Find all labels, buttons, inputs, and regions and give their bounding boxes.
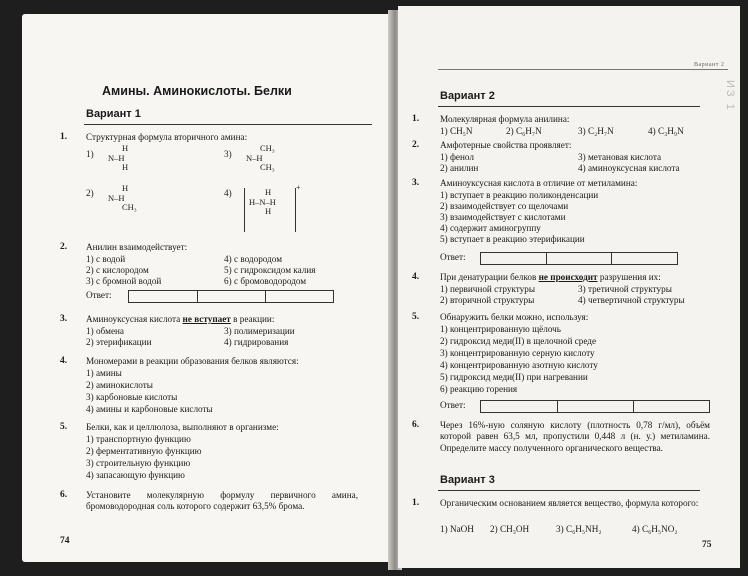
answer-cell-divider — [557, 401, 558, 412]
option: 5) гидроксид меди(II) при нагревании — [440, 372, 588, 382]
struct-line: CH₃ — [260, 162, 275, 172]
option: 1) с водой — [86, 254, 126, 264]
option: 1) амины — [86, 368, 122, 378]
question-text: Через 16%-ную соляную кислоту (плотность 0,78 г/мл), объём которой равен 63,5 мл, пропустили 0,448 л (н. у.) метиламина. Определите массу полученного органического вещества. — [440, 420, 710, 453]
option: 4) гидрирования — [224, 337, 289, 347]
question-number: 1. — [412, 114, 420, 124]
option: 2) ферментативную функцию — [86, 446, 202, 456]
question-text: Анилин взаимодействует: — [86, 242, 188, 252]
answer-cell-divider — [265, 291, 266, 302]
question-text — [440, 272, 661, 283]
question-text: Амфотерные свойства проявляет: — [440, 140, 572, 150]
amine-structure-2 — [108, 184, 137, 213]
struct-line: H — [122, 183, 129, 193]
option: 4) C₃H₉N — [648, 126, 684, 136]
option: 1) NaOH — [440, 524, 474, 534]
answer-cell-divider — [546, 253, 547, 264]
option: 5) с гидроксидом калия — [224, 265, 316, 275]
option: 1) CH₅N — [440, 126, 473, 136]
right-page — [398, 6, 740, 568]
question-text: Органическим основанием является вещество, формула которого: — [440, 498, 699, 508]
option: 6) с бромоводородом — [224, 276, 307, 286]
text-part: разрушения их: — [597, 272, 661, 282]
negation-emphasis: не происходит — [538, 272, 598, 282]
question-text: Установите молекулярную формулу первичного амина, бромоводородная соль которого содержит 63,5% брома. — [86, 490, 358, 512]
variant-heading: Вариант 3 — [440, 474, 495, 486]
option: 3) взаимодействует с кислотами — [440, 212, 566, 222]
option: 1) вступает в реакцию поликонденсации — [440, 190, 599, 200]
variant-heading: Вариант 1 — [86, 108, 141, 120]
option: 4) содержит аминогруппу — [440, 223, 541, 233]
option: 4) аминоуксусная кислота — [578, 163, 680, 173]
option: 3) C₂H₇N — [578, 126, 614, 136]
question-number: 2. — [60, 242, 68, 252]
answer-field[interactable] — [128, 290, 334, 303]
option-label: 1) — [86, 149, 94, 159]
running-header: Вариант 2 — [694, 62, 725, 68]
option: 1) фенол — [440, 152, 474, 162]
question-number: 6. — [60, 490, 68, 500]
question-number: 4. — [60, 356, 68, 366]
option: 1) обмена — [86, 326, 125, 336]
page-title: Амины. Аминокислоты. Белки — [102, 84, 292, 98]
struct-line: H — [265, 187, 272, 197]
struct-line: H — [122, 162, 129, 172]
section-tab: ИЗ 1 — [724, 80, 736, 112]
option: 1) транспортную функцию — [86, 434, 191, 444]
option: 2) аминокислоты — [86, 380, 153, 390]
option: 2) C₆H₇N — [506, 126, 542, 136]
answer-cell-divider — [611, 253, 612, 264]
question-text: Структурная формула вторичного амина: — [86, 132, 248, 142]
struct-line: H–N–H — [249, 196, 276, 207]
option: 2) гидроксид меди(II) в щелочной среде — [440, 336, 597, 346]
variant-heading: Вариант 2 — [440, 90, 495, 102]
question-text: Белки, как и целлюлоза, выполняют в организме: — [86, 422, 279, 432]
answer-cell-divider — [633, 401, 634, 412]
question-number: 6. — [412, 420, 420, 430]
option: 2) взаимодействует со щелочами — [440, 201, 569, 211]
option: 3) концентрированную серную кислоту — [440, 348, 595, 358]
question-text: Обнаружить белки можно, используя: — [440, 312, 589, 322]
question-number: 3. — [412, 178, 420, 188]
struct-line: N–H — [108, 192, 125, 203]
option: 3) полимеризации — [224, 326, 295, 336]
text-part: в реакции: — [230, 314, 275, 324]
option: 4) концентрированную азотную кислоту — [440, 360, 598, 370]
struct-line: N–H — [246, 152, 263, 163]
question-number: 2. — [412, 140, 420, 150]
question-number: 4. — [412, 272, 420, 282]
question-number: 3. — [60, 314, 68, 324]
option: 3) метановая кислота — [578, 152, 662, 162]
ammonium-structure-4 — [244, 188, 296, 232]
heading-rule — [438, 490, 700, 491]
option: 3) строительную функцию — [86, 458, 191, 468]
question-text: Аминоуксусная кислота в отличие от метиламина: — [440, 178, 638, 188]
option: 2) CH₃OH — [490, 524, 530, 534]
question-text: Молекулярная формула анилина: — [440, 114, 570, 124]
option: 3) с бромной водой — [86, 276, 162, 286]
text-part: Аминоуксусная кислота — [86, 314, 183, 324]
option: 4) C₆H₅NO₂ — [632, 524, 678, 534]
answer-label: Ответ: — [440, 400, 466, 410]
option: 5) вступает в реакцию этерификации — [440, 234, 585, 244]
option: 3) C₆H₅NH₂ — [556, 524, 602, 534]
amine-structure-3 — [246, 144, 275, 173]
answer-field[interactable] — [480, 400, 710, 413]
option-label: 4) — [224, 188, 232, 198]
page-number: 75 — [702, 540, 712, 550]
question-number: 1. — [60, 132, 68, 142]
option: 2) анилин — [440, 163, 479, 173]
option-label: 2) — [86, 188, 94, 198]
left-page — [22, 14, 394, 562]
struct-line: H — [265, 206, 272, 216]
option: 1) концентрированную щёлочь — [440, 324, 561, 334]
option: 2) вторичной структуры — [440, 295, 535, 305]
answer-label: Ответ: — [86, 290, 112, 300]
struct-line: CH₃ — [260, 143, 275, 153]
option: 4) амины и карбоновые кислоты — [86, 404, 213, 414]
heading-rule — [438, 106, 700, 107]
option: 2) этерификации — [86, 337, 152, 347]
charge-sign: + — [296, 183, 301, 192]
text-part: При денатурации белков — [440, 272, 539, 282]
amine-structure-1 — [108, 144, 128, 173]
page-number: 74 — [60, 536, 70, 546]
question-number: 5. — [60, 422, 68, 432]
answer-label: Ответ: — [440, 252, 466, 262]
question-number: 5. — [412, 312, 420, 322]
question-text: Мономерами в реакции образования белков являются: — [86, 356, 299, 366]
answer-field[interactable] — [480, 252, 678, 265]
negation-emphasis: не вступает — [182, 314, 231, 324]
option: 1) первичной структуры — [440, 284, 536, 294]
option-label: 3) — [224, 149, 232, 159]
option: 4) четвертичной структуры — [578, 295, 685, 305]
answer-cell-divider — [197, 291, 198, 302]
heading-rule — [84, 124, 372, 125]
option: 3) карбоновые кислоты — [86, 392, 178, 402]
option: 4) с водородом — [224, 254, 283, 264]
question-number: 1. — [412, 498, 420, 508]
option: 6) реакцию горения — [440, 384, 518, 394]
option: 2) с кислородом — [86, 265, 149, 275]
option: 4) запасающую функцию — [86, 470, 185, 480]
header-rule — [438, 69, 728, 70]
struct-line: N–H — [108, 152, 125, 163]
question-text — [86, 314, 274, 325]
struct-line: CH₃ — [122, 202, 137, 212]
struct-line: H — [122, 143, 129, 153]
option: 3) третичной структуры — [578, 284, 672, 294]
